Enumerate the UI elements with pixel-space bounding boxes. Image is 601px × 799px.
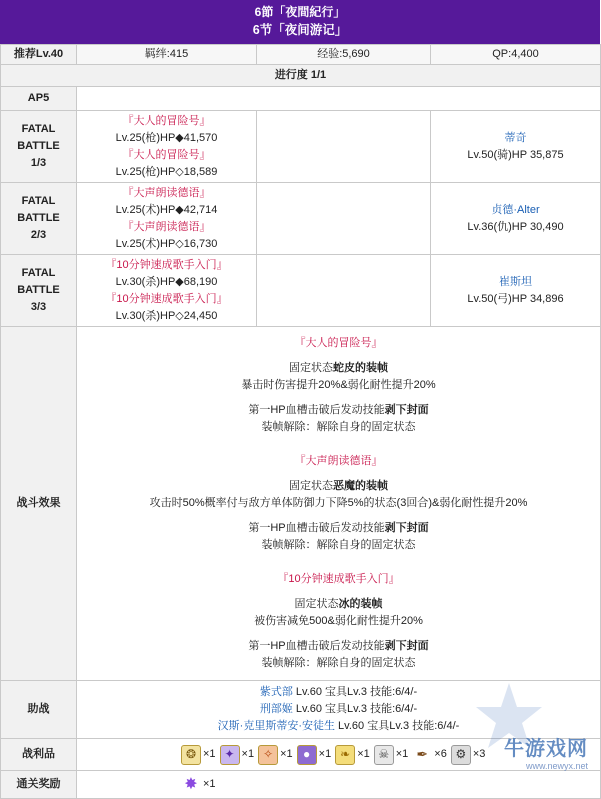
battle-label	[1, 111, 77, 183]
saint-quartz-icon: ✸	[184, 776, 198, 793]
support-servant-link[interactable]: 紫式部	[259, 686, 293, 698]
effect-break-prefix: 第一HP血槽击破后发动技能	[248, 640, 385, 652]
battle-label-line: FATAL	[21, 267, 56, 279]
reward-content	[77, 771, 601, 799]
effect-fixed-prefix: 固定状态	[289, 362, 333, 374]
enemy-stats: Lv.25(枪)HP◆41,570	[115, 131, 218, 144]
drop-count: ×1	[241, 748, 255, 760]
battle-row-1	[1, 111, 601, 183]
battle-middle-empty	[257, 111, 431, 183]
battle-wave: 1/3	[30, 157, 47, 169]
battle-enemies	[77, 111, 257, 183]
effect-break-skill	[77, 638, 600, 655]
boss-name-link[interactable]: 崔斯坦	[499, 275, 532, 288]
support-servant-link[interactable]: 汉斯·克里斯蒂安·安徒生	[217, 720, 335, 732]
violet-orb-icon: ●	[297, 745, 317, 765]
enemy-stats: Lv.25(术)HP◇16,730	[115, 237, 218, 250]
effect-group-name: 『大声朗读德语』	[294, 455, 383, 467]
effect-fixed-state	[77, 596, 600, 613]
chapter-title-cn: 6节「夜间游记」	[252, 23, 348, 37]
enemy-stats: Lv.25(术)HP◆42,714	[115, 203, 218, 216]
drop-item[interactable]	[335, 745, 370, 765]
battle-label-line: BATTLE	[17, 140, 60, 152]
enemy-name: 『大声朗读德语』	[122, 220, 211, 233]
drop-count: ×3	[472, 748, 486, 760]
drop-count: ×6	[434, 748, 447, 760]
quill-pen-icon: ✒	[416, 746, 429, 762]
drop-item[interactable]	[374, 745, 409, 765]
chapter-title-bar	[0, 0, 600, 44]
battle-label	[1, 255, 77, 327]
effect-release: 装帧解除：解除自身的固定状态	[261, 421, 416, 433]
battle-label-line: BATTLE	[17, 212, 60, 224]
qp-amount: QP:4,400	[431, 45, 601, 65]
grey-material-icon: ⚙	[451, 745, 471, 765]
battle-boss	[431, 111, 601, 183]
effect-fixed-name: 蛇皮的装帧	[333, 362, 388, 374]
boss-name-link[interactable]: 蒂奇	[504, 131, 527, 144]
support-label: 助战	[1, 681, 77, 739]
drops-label: 战利品	[1, 739, 77, 771]
effect-group-name: 『大人的冒险号』	[294, 337, 383, 349]
battle-label-line: FATAL	[21, 123, 56, 135]
battle-wave: 2/3	[30, 229, 47, 241]
effects-label: 战斗效果	[1, 327, 77, 681]
battle-row-2	[1, 183, 601, 255]
support-info: Lv.60 宝具Lv.3 技能:6/4/-	[292, 686, 418, 698]
battle-label	[1, 183, 77, 255]
enemy-stats: Lv.25(枪)HP◇18,589	[115, 165, 218, 178]
effect-fixed-prefix: 固定状态	[294, 598, 339, 610]
ap-empty-cell	[77, 87, 601, 111]
boss-stats: Lv.36(仇)HP 30,490	[467, 220, 564, 233]
chapter-title-jp: 6節「夜間紀行」	[254, 5, 346, 19]
effect-break-skill	[77, 402, 600, 419]
drop-count: ×1	[203, 748, 216, 760]
drop-count: ×1	[280, 748, 293, 760]
enemy-stats: Lv.30(杀)HP◆68,190	[115, 275, 218, 288]
effect-break-skill	[77, 520, 600, 537]
battle-boss	[431, 255, 601, 327]
enemy-name: 『大人的冒险号』	[122, 114, 211, 127]
watermark-brand: 牛游戏网	[504, 738, 588, 760]
purple-gem-icon: ✦	[220, 745, 240, 765]
effect-fixed-prefix: 固定状态	[289, 480, 333, 492]
reward-count: ×1	[203, 778, 216, 790]
watermark	[504, 732, 588, 771]
support-servant-link[interactable]: 刑部姬	[259, 703, 293, 715]
reward-row	[1, 771, 601, 799]
ap-cost: AP5	[1, 87, 77, 111]
effect-fixed-name: 恶魔的装帧	[333, 480, 388, 492]
ap-row	[1, 87, 601, 111]
support-info: Lv.60 宝具Lv.3 技能:6/4/-	[292, 703, 418, 715]
enemy-stats: Lv.30(杀)HP◇24,450	[115, 309, 218, 322]
boss-stats: Lv.50(骑)HP 35,875	[467, 148, 564, 161]
recommended-level: 推荐Lv.40	[1, 45, 77, 65]
effect-fixed-name: 冰的装帧	[338, 598, 383, 610]
effect-release: 装帧解除：解除自身的固定状态	[261, 539, 416, 551]
enemy-name: 『大声朗读德语』	[122, 186, 211, 199]
battle-wave: 3/3	[30, 301, 47, 313]
watermark-url: www.newyx.net	[525, 761, 588, 771]
effect-break-prefix: 第一HP血槽击破后发动技能	[248, 404, 385, 416]
drop-item[interactable]	[220, 745, 255, 765]
battle-row-3	[1, 255, 601, 327]
progress-row	[1, 65, 601, 87]
support-info: Lv.60 宝具Lv.3 技能:6/4/-	[335, 720, 460, 732]
exp-points: 经验:5,690	[257, 45, 431, 65]
reward-item[interactable]	[181, 775, 216, 795]
boss-stats: Lv.50(弓)HP 34,896	[467, 292, 564, 305]
effect-group-name: 『10分钟速成歌手入门』	[277, 573, 400, 585]
effect-break-name: 剥下封面	[384, 640, 429, 652]
drop-count: ×1	[357, 748, 370, 760]
drop-item[interactable]	[297, 745, 332, 765]
battle-label-line: BATTLE	[17, 284, 60, 296]
effect-description: 暴击时伤害提升20%&弱化耐性提升20%	[241, 379, 436, 391]
effect-break-prefix: 第一HP血槽击破后发动技能	[248, 522, 385, 534]
battle-middle-empty	[257, 255, 431, 327]
effect-break-name: 剥下封面	[384, 404, 429, 416]
drop-item[interactable]	[412, 745, 447, 765]
effects-content	[77, 327, 601, 681]
progress-label: 进行度 1/1	[1, 65, 601, 87]
effect-description: 攻击时50%概率付与敌方单体防御力下降5%的状态(3回合)&弱化耐性提升20%	[149, 497, 528, 509]
quest-rewards-row	[1, 45, 601, 65]
drop-count: ×1	[395, 748, 409, 760]
effect-description: 被伤害减免500&弱化耐性提升20%	[254, 615, 423, 627]
drop-item[interactable]	[258, 745, 293, 765]
battle-enemies	[77, 183, 257, 255]
gold-material-icon: ❂	[181, 745, 201, 765]
boss-name-link[interactable]: 贞德·Alter	[491, 203, 540, 216]
skull-icon: ☠	[374, 745, 394, 765]
effect-release: 装帧解除：解除自身的固定状态	[261, 657, 416, 669]
enemy-name: 『10分钟速成歌手入门』	[105, 258, 228, 271]
effect-fixed-state	[77, 478, 600, 495]
battle-label-line: FATAL	[21, 195, 56, 207]
enemy-name: 『大人的冒险号』	[122, 148, 211, 161]
bond-points: 羁绊:415	[77, 45, 257, 65]
effects-row	[1, 327, 601, 681]
battle-middle-empty	[257, 183, 431, 255]
gold-wing-icon: ❧	[335, 745, 355, 765]
drop-count: ×1	[318, 748, 332, 760]
drop-item[interactable]	[181, 745, 216, 765]
enemy-name: 『10分钟速成歌手入门』	[105, 292, 228, 305]
effect-break-name: 剥下封面	[384, 522, 429, 534]
red-feather-icon: ✧	[258, 745, 278, 765]
battle-boss	[431, 183, 601, 255]
reward-label: 通关奖励	[1, 771, 77, 799]
effect-fixed-state	[77, 360, 600, 377]
battle-enemies	[77, 255, 257, 327]
